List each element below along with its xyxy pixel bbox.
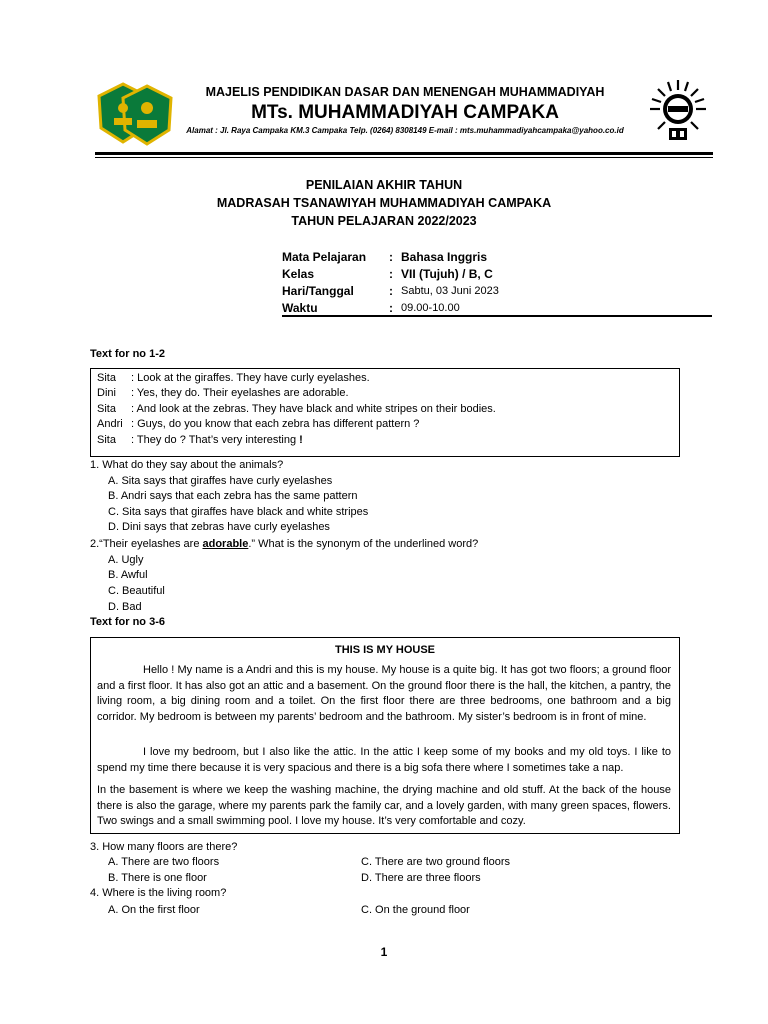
- kemenag-logo: [95, 80, 175, 150]
- dialog-text: : They do ? That’s very interesting: [131, 434, 300, 446]
- info-value-subject: Bahasa Inggris: [401, 250, 488, 264]
- dialog-line: [97, 433, 303, 447]
- reading-paragraph-1: Hello ! My name is a Andri and this is my house. My house is a quite big. It has got two floors; a ground floor and a first floor. It has also got an attic and a basement. On the ground floor there is the hall, the kitchen, a pantry, the living room, a big dining room and a toilet. On the first floor there are three bedrooms, one bathroom and a big corridor. My bedroom is between my parents’ bedroom and the bathroom. My sister’s bedroom is in front of mine.: [97, 664, 671, 724]
- q1-option-a: A. Sita says that giraffes have curly eyelashes: [108, 475, 333, 487]
- info-rule: [282, 315, 712, 317]
- q2-option-b: B. Awful: [108, 569, 148, 581]
- info-colon: :: [389, 301, 393, 315]
- q3-option-c: C. There are two ground floors: [361, 856, 510, 868]
- q3-option-d: D. There are three floors: [361, 872, 481, 884]
- q2-underlined-word: adorable: [202, 538, 249, 550]
- q3-option-b: B. There is one floor: [108, 872, 207, 884]
- dialog-line: [97, 402, 496, 416]
- info-label-class: Kelas: [282, 267, 315, 281]
- info-label-time: Waktu: [282, 301, 318, 315]
- academic-year: TAHUN PELAJARAN 2022/2023: [291, 214, 477, 228]
- q1-option-d: D. Dini says that zebras have curly eyelashes: [108, 521, 330, 533]
- reading-title: THIS IS MY HOUSE: [334, 644, 436, 656]
- q4-option-c: C. On the ground floor: [361, 904, 470, 916]
- q2-prefix: 2.“Their eyelashes are: [90, 538, 203, 550]
- q2-option-d: D. Bad: [108, 601, 142, 613]
- section-heading-1-2: Text for no 1-2: [90, 348, 165, 360]
- q2-option-c: C. Beautiful: [108, 585, 165, 597]
- info-label-date: Hari/Tanggal: [282, 284, 354, 298]
- question-3: 3. How many floors are there?: [90, 841, 238, 853]
- info-colon: :: [389, 250, 393, 264]
- reading-paragraph-3: In the basement is where we keep the washing machine, the drying machine and old stuff. At the back of the house there is also the garage, where my parents park the family car, and a lovely garden, with many green spaces, flowers. Two swings and a small swimming pool. I love my house. It’s very comfortable and cozy.: [97, 784, 671, 828]
- header-rule-thin: [95, 157, 713, 158]
- question-2: [90, 537, 478, 551]
- reading-paragraph-2: I love my bedroom, but I also like the attic. In the attic I keep some of my books and my old toys. I like to spend my time there because it is very spacious and there is a big sofa there where I sometimes take a nap.: [97, 746, 671, 774]
- school-full-name: MADRASAH TSANAWIYAH MUHAMMADIYAH CAMPAKA: [216, 196, 552, 210]
- section-heading-3-6: Text for no 3-6: [90, 616, 165, 628]
- dialog-speaker: Dini: [97, 387, 116, 399]
- exam-title: PENILAIAN AKHIR TAHUN: [305, 178, 463, 192]
- info-value-date: Sabtu, 03 Juni 2023: [401, 285, 499, 297]
- info-label-subject: Mata Pelajaran: [282, 250, 367, 264]
- dialog-emphasis: !: [299, 434, 303, 446]
- school-address: Alamat : Jl. Raya Campaka KM.3 Campaka Telp. (0264) 8308149 E-mail : mts.muhammadiyahcampaka@yahoo.co.id: [186, 126, 624, 135]
- dialog-speaker: Sita: [97, 403, 116, 415]
- info-value-class: VII (Tujuh) / B, C: [401, 267, 493, 281]
- dialog-speaker: Andri: [97, 418, 123, 430]
- dialog-text: : Guys, do you know that each zebra has different pattern ?: [131, 418, 420, 430]
- dialog-line: [97, 386, 349, 400]
- dialog-speaker: Sita: [97, 372, 116, 384]
- question-1: 1. What do they say about the animals?: [90, 459, 284, 471]
- school-name: MTs. MUHAMMADIYAH CAMPAKA: [251, 102, 559, 123]
- q4-option-a: A. On the first floor: [108, 904, 200, 916]
- q2-suffix: .” What is the synonym of the underlined word?: [248, 538, 479, 550]
- dialog-text: : Look at the giraffes. They have curly eyelashes.: [131, 372, 370, 384]
- dialog-line: [97, 371, 370, 385]
- dialog-line: [97, 417, 419, 431]
- q1-option-c: C. Sita says that giraffes have black and white stripes: [108, 506, 369, 518]
- dialog-text: : And look at the zebras. They have black and white stripes on their bodies.: [131, 403, 496, 415]
- q2-option-a: A. Ugly: [108, 554, 144, 566]
- page-number: 1: [380, 945, 388, 959]
- organization-name: MAJELIS PENDIDIKAN DASAR DAN MENENGAH MUHAMMADIYAH: [205, 85, 605, 99]
- q1-option-b: B. Andri says that each zebra has the same pattern: [108, 490, 358, 502]
- question-4: 4. Where is the living room?: [90, 887, 227, 899]
- header-rule: [95, 152, 713, 155]
- info-value-time: 09.00-10.00: [401, 302, 460, 314]
- dialog-speaker: Sita: [97, 434, 116, 446]
- info-colon: :: [389, 284, 393, 298]
- info-colon: :: [389, 267, 393, 281]
- dialog-text: : Yes, they do. Their eyelashes are adorable.: [131, 387, 349, 399]
- q3-option-a: A. There are two floors: [108, 856, 220, 868]
- muhammadiyah-logo: [642, 78, 714, 142]
